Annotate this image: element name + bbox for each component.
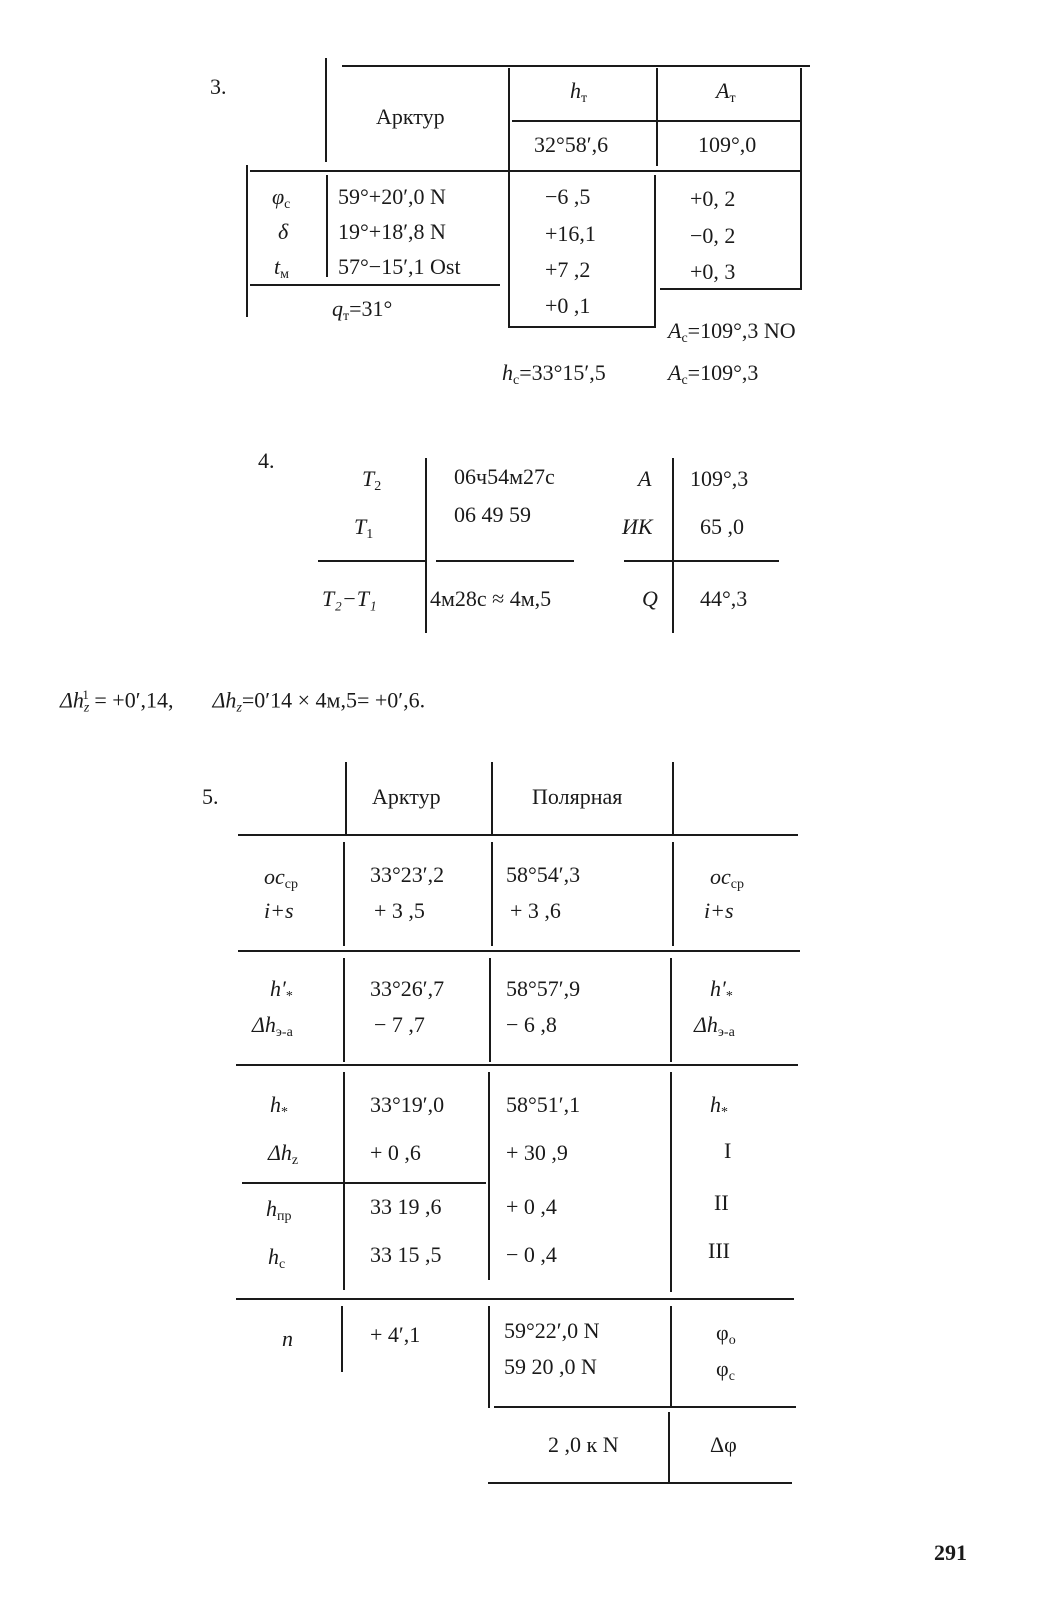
rule: [491, 842, 493, 946]
polaris-value: 58°54′,3: [506, 862, 581, 887]
rule: [318, 560, 426, 562]
row-sym-t: $t_м$: [274, 254, 289, 282]
rule: [246, 165, 248, 317]
row-label-h-pr: $h_{пр}$: [266, 1196, 292, 1224]
rule: [236, 1298, 794, 1300]
rule: [672, 842, 674, 946]
arcturus-value: − 7 ,7: [374, 1012, 425, 1037]
h-table: 32°58′,6: [534, 132, 609, 157]
rule: [512, 120, 800, 122]
row-arg: 59°+20′,0 N: [338, 184, 446, 209]
rule: [343, 842, 345, 946]
ac-line-1: $A_с=109^\circ,3$ NO: [668, 318, 796, 346]
dh-extra: +0 ,1: [545, 293, 591, 318]
rule: [668, 1412, 670, 1482]
rule: [491, 762, 493, 834]
t1-value: 06 49 59: [454, 502, 531, 527]
arcturus-value: + 3 ,5: [374, 898, 425, 923]
rule: [326, 175, 328, 277]
ik-label: ИК: [622, 514, 653, 539]
rule: [654, 175, 656, 327]
row-label-h-star: $h_*$: [270, 1092, 288, 1120]
n-label: n: [282, 1326, 293, 1351]
a-table: 109°,0: [698, 132, 757, 157]
arcturus-value: 33°19′,0: [370, 1092, 445, 1117]
rule: [238, 950, 800, 952]
polaris-value: − 6 ,8: [506, 1012, 557, 1037]
star-name: Арктур: [376, 104, 445, 129]
t2-label: $T_2$: [362, 466, 382, 494]
row-label-h-star: $h_*$: [710, 1092, 728, 1120]
row-dh: +16,1: [545, 221, 596, 246]
rule: [660, 288, 800, 290]
rule: [672, 458, 674, 633]
diff-label: T₂−T₁: [322, 586, 377, 611]
rule: [488, 1482, 792, 1484]
rule: [343, 1072, 345, 1290]
polaris-value: − 0 ,4: [506, 1242, 557, 1267]
roman-two: II: [714, 1190, 729, 1215]
row-da: +0, 3: [690, 259, 736, 284]
q-t: $q_т=31^\circ$: [332, 296, 393, 324]
rule: [250, 284, 500, 286]
problem-4-number: 4.: [258, 448, 275, 473]
row-label-is: i+s: [704, 898, 734, 923]
rule: [250, 170, 802, 172]
rule: [436, 560, 574, 562]
rule: [656, 68, 658, 166]
phi-c-value: 59 20 ,0 N: [504, 1354, 597, 1379]
rule: [670, 958, 672, 1062]
row-label-is: i+s: [264, 898, 294, 923]
rule: [494, 1406, 796, 1408]
a-label: A: [638, 466, 652, 491]
arcturus-value: 33 19 ,6: [370, 1194, 442, 1219]
arcturus-value: 33°26′,7: [370, 976, 445, 1001]
phi-c-label: $\varphi_с$: [716, 1356, 735, 1384]
row-label-oc: $oc_{ср}$: [264, 864, 298, 892]
rule: [670, 1072, 672, 1292]
formula-line: $\Delta h_z^1 = +0',14$, $\Delta h_z=0'14 \times 4м,5= +0',6$.: [60, 687, 426, 716]
row-sym-delta: δ: [278, 219, 289, 244]
row-dh: +7 ,2: [545, 257, 591, 282]
rule: [672, 762, 674, 834]
rule: [236, 1064, 798, 1066]
polaris-value: + 30 ,9: [506, 1140, 568, 1165]
row-label-dh-z: $\Delta h_z$: [268, 1140, 299, 1168]
col-arcturus: Арктур: [372, 784, 441, 809]
rule: [238, 834, 798, 836]
dphi-label: Δφ: [710, 1432, 737, 1457]
roman-three: III: [708, 1238, 730, 1263]
rule: [242, 1182, 486, 1184]
roman-one: I: [724, 1138, 732, 1163]
problem-3-number: 3.: [210, 74, 227, 99]
row-da: −0, 2: [690, 223, 736, 248]
arcturus-value: 33°23′,2: [370, 862, 445, 887]
ik-value: 65 ,0: [700, 514, 744, 539]
rule: [342, 65, 810, 67]
phi-o-value: 59°22′,0 N: [504, 1318, 600, 1343]
rule: [508, 326, 656, 328]
polaris-value: 58°57′,9: [506, 976, 581, 1001]
row-label-h-prime: $h'_*$: [270, 976, 293, 1004]
col-h-header: $h_т$: [570, 78, 588, 106]
polaris-value: 58°51′,1: [506, 1092, 581, 1117]
rule: [345, 762, 347, 834]
t1-label: $T_1$: [354, 514, 374, 542]
rule: [341, 1306, 343, 1372]
rule: [489, 958, 491, 1062]
rule: [488, 1072, 490, 1280]
page-number: 291: [934, 1540, 967, 1565]
hc-result: $h_с=33^\circ 15',5$: [502, 360, 606, 388]
row-arg: 57°−15′,1 Ost: [338, 254, 461, 279]
phi-o-label: $\varphi_о$: [716, 1320, 736, 1348]
row-label-h-c: $h_с$: [268, 1244, 286, 1272]
row-dh: −6 ,5: [545, 184, 591, 209]
col-a-header: $A_т$: [716, 78, 736, 106]
diff-value: 4м28с ≈ 4м,5: [430, 586, 552, 611]
rule: [425, 458, 427, 633]
arcturus-value: + 0 ,6: [370, 1140, 421, 1165]
n-value: + 4′,1: [370, 1322, 421, 1347]
rule: [488, 1306, 490, 1408]
row-da: +0, 2: [690, 186, 736, 211]
rule: [800, 68, 802, 290]
row-label-h-prime: $h'_*$: [710, 976, 733, 1004]
ac-line-2: $A_с=109^\circ,3$: [668, 360, 759, 388]
problem-5-number: 5.: [202, 784, 219, 809]
q-value: 44°,3: [700, 586, 748, 611]
polaris-value: + 0 ,4: [506, 1194, 557, 1219]
a-value: 109°,3: [690, 466, 749, 491]
rule: [343, 958, 345, 1062]
row-label-dh-ea: $\Delta h_{э-а}$: [694, 1012, 735, 1040]
row-label-dh-ea: $\Delta h_{э-а}$: [252, 1012, 293, 1040]
rule: [670, 1306, 672, 1408]
arcturus-value: 33 15 ,5: [370, 1242, 442, 1267]
q-label: Q: [642, 586, 658, 611]
row-sym-phi: $\varphi_с$: [272, 184, 291, 212]
rule: [325, 58, 327, 162]
t2-value: 06ч54м27с: [454, 464, 555, 489]
row-label-oc: $oc_{ср}$: [710, 864, 744, 892]
dphi-value: 2 ,0 к N: [548, 1432, 619, 1457]
col-polaris: Полярная: [532, 784, 623, 809]
polaris-value: + 3 ,6: [510, 898, 561, 923]
row-arg: 19°+18′,8 N: [338, 219, 446, 244]
rule: [624, 560, 779, 562]
rule: [508, 68, 510, 328]
